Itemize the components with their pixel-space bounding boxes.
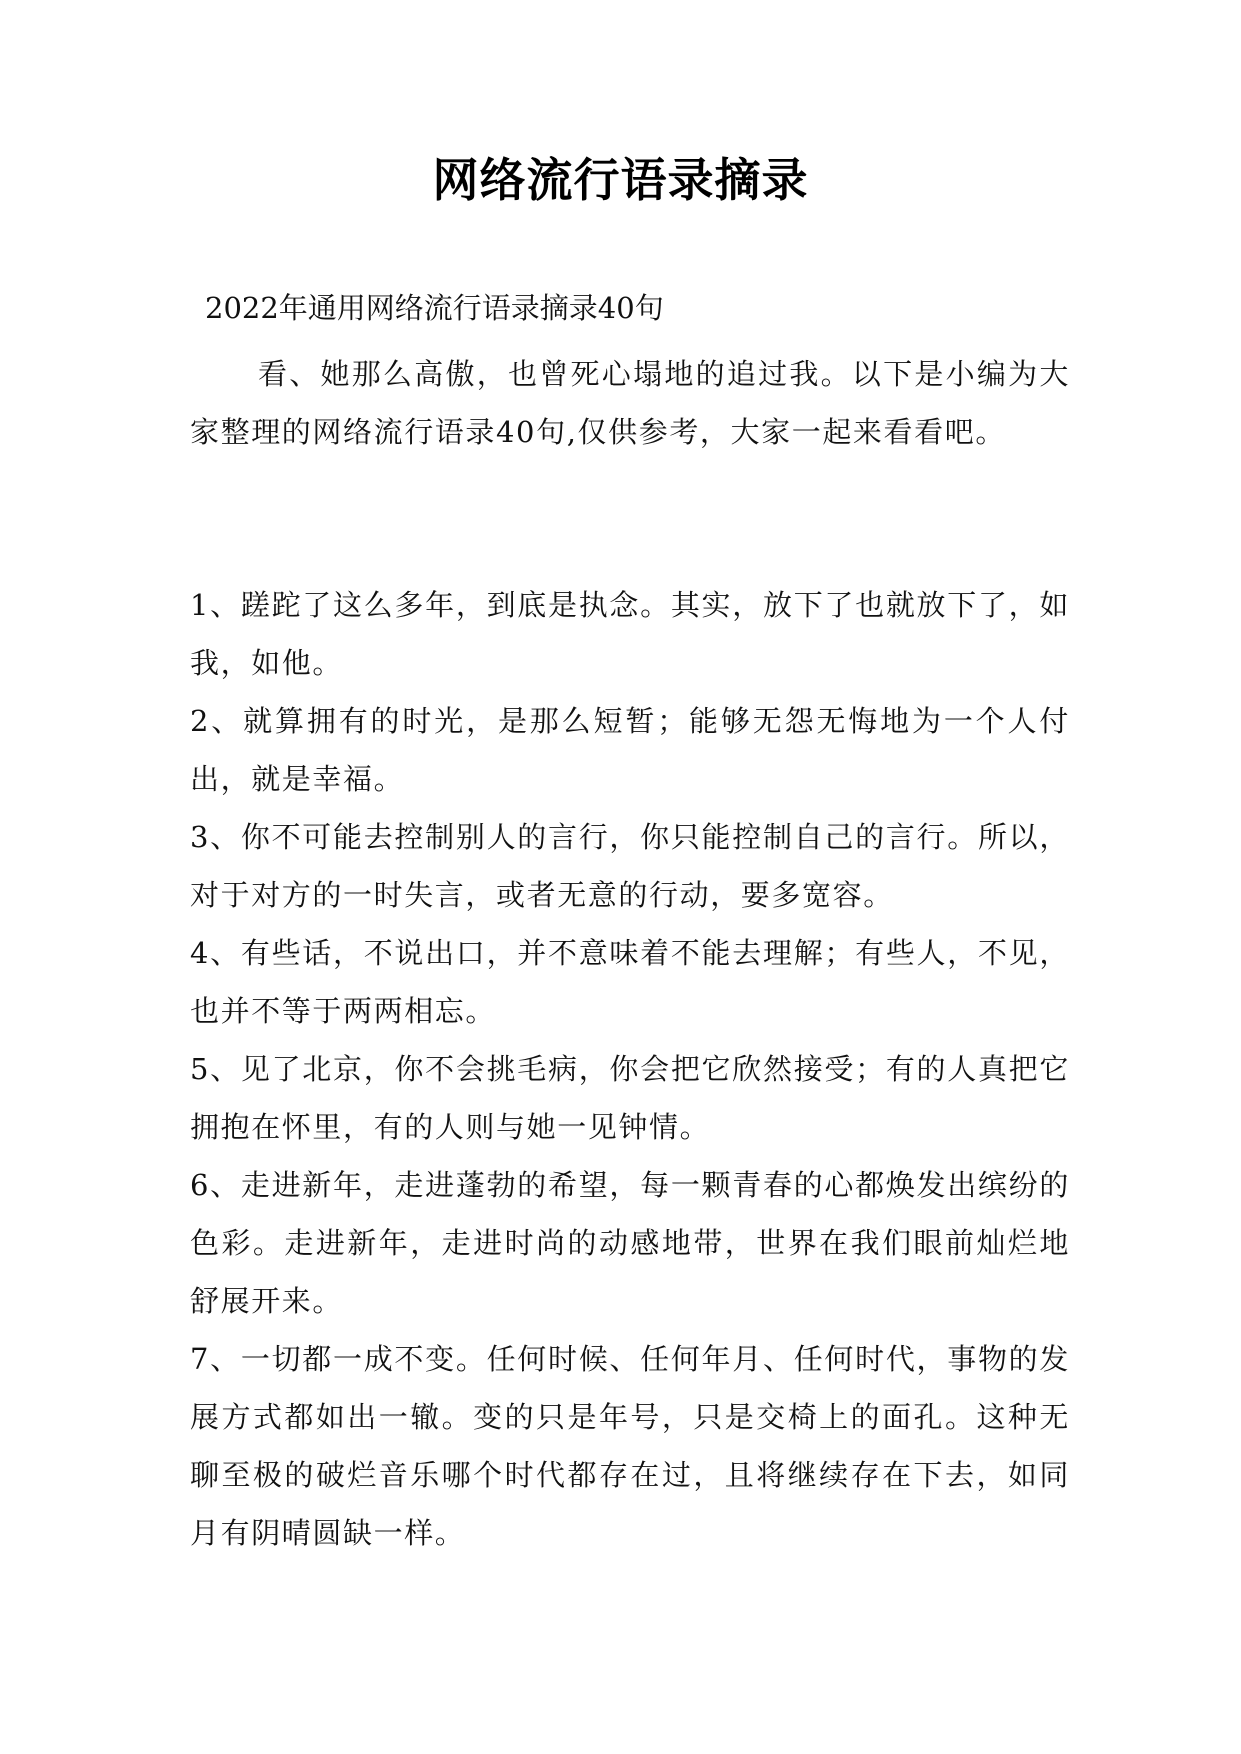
quote-item-2: 2、就算拥有的时光，是那么短暂；能够无怨无悔地为一个人付出，就是幸福。 [190,704,1070,796]
quote-list [190,576,1070,1562]
quote-item-6: 6、走进新年，走进蓬勃的希望，每一颗青春的心都焕发出缤纷的色彩。走进新年，走进时尚的动感地带，世界在我们眼前灿烂地舒展开来。 [190,1168,1070,1318]
quote-item-1: 1、蹉跎了这么多年，到底是执念。其实，放下了也就放下了，如我，如他。 [190,588,1070,680]
document-title: 网络流行语录摘录 [432,153,809,207]
quote-item-4: 4、有些话，不说出口，并不意味着不能去理解；有些人，不见，也并不等于两两相忘。 [190,936,1070,1028]
quote-item-3: 3、你不可能去控制别人的言行，你只能控制自己的言行。所以，对于对方的一时失言，或者无意的行动，要多宽容。 [190,820,1070,912]
quote-item-7: 7、一切都一成不变。任何时候、任何年月、任何时代，事物的发展方式都如出一辙。变的只是年号，只是交椅上的面孔。这种无聊至极的破烂音乐哪个时代都存在过，且将继续存在下去，如同月有阴晴圆缺一样。 [190,1342,1070,1550]
intro-paragraph: 看、她那么高傲，也曾死心塌地的追过我。以下是小编为大家整理的网络流行语录40句,仅供参考，大家一起来看看吧。 [190,357,1070,449]
quote-item-5: 5、见了北京，你不会挑毛病，你会把它欣然接受；有的人真把它拥抱在怀里，有的人则与她一见钟情。 [190,1052,1070,1144]
document-subtitle: 2022年通用网络流行语录摘录40句 [205,291,664,325]
